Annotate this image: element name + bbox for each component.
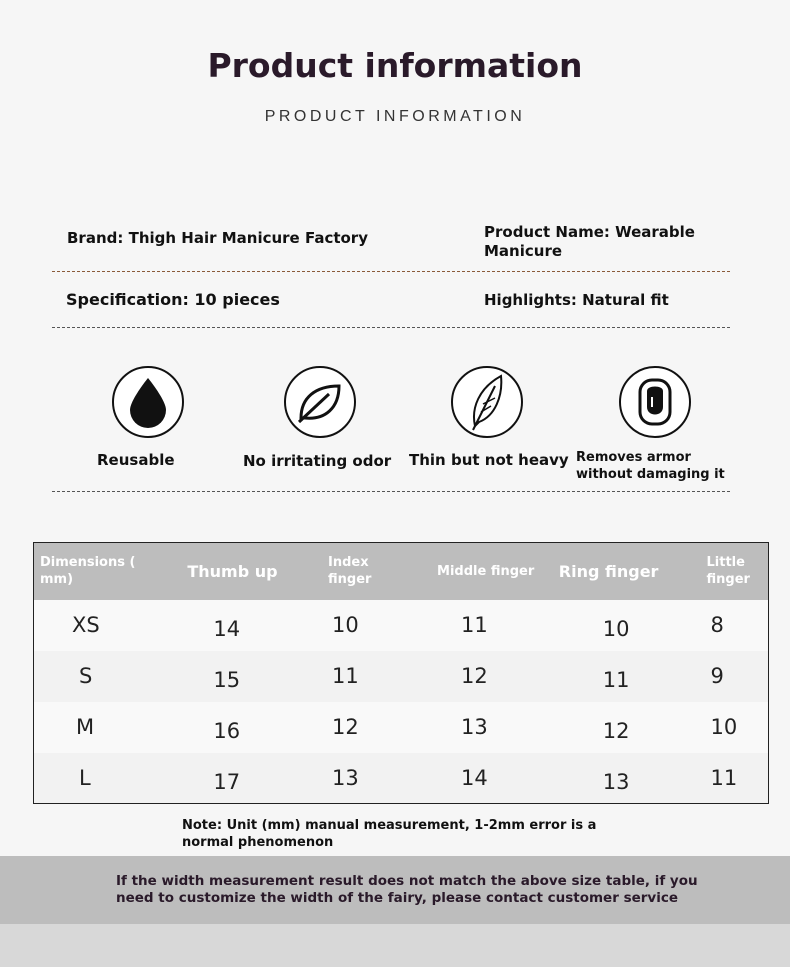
table-row — [34, 753, 769, 804]
header-middle: Middle finger — [419, 543, 543, 600]
feather-icon — [451, 366, 523, 438]
cell-ring: 11 — [543, 651, 691, 702]
header-little: Little finger — [691, 543, 769, 600]
feature-label-reusable: Reusable — [97, 451, 175, 469]
cell-size: S — [34, 651, 180, 702]
cell-little: 8 — [691, 600, 769, 651]
header-ring: Ring finger — [543, 543, 691, 600]
cell-middle: 11 — [419, 600, 543, 651]
leaf-icon — [284, 366, 356, 438]
cell-index: 11 — [324, 651, 419, 702]
divider-3 — [52, 491, 730, 492]
page-title: Product information — [207, 46, 583, 85]
table-row — [34, 651, 769, 702]
cell-size: L — [34, 753, 180, 804]
measurement-note: Note: Unit (mm) manual measurement, 1-2mm error is a normal phenomenon — [182, 818, 597, 850]
size-table — [33, 542, 769, 804]
cell-index: 13 — [324, 753, 419, 804]
size-table-header — [34, 543, 769, 600]
cell-thumb: 14 — [179, 600, 324, 651]
cell-thumb: 15 — [179, 651, 324, 702]
table-row — [34, 600, 769, 651]
cell-middle: 13 — [419, 702, 543, 753]
cell-ring: 13 — [543, 753, 691, 804]
water-drop-icon — [112, 366, 184, 438]
cell-thumb: 16 — [179, 702, 324, 753]
cell-little: 9 — [691, 651, 769, 702]
feature-label-armor: Removes armor without damaging it — [576, 450, 725, 482]
feature-label-odor: No irritating odor — [243, 452, 392, 470]
header-thumb: Thumb up — [179, 543, 324, 600]
brand-info: Brand: Thigh Hair Manicure Factory — [67, 229, 368, 247]
feature-label-thin: Thin but not heavy — [409, 451, 569, 469]
cell-ring: 12 — [543, 702, 691, 753]
cell-little: 10 — [691, 702, 769, 753]
divider-1 — [52, 271, 730, 272]
cell-middle: 14 — [419, 753, 543, 804]
header-index: Index finger — [324, 543, 419, 600]
contact-band — [0, 856, 790, 924]
footer-strip — [0, 924, 790, 967]
cell-size: M — [34, 702, 180, 753]
nail-icon — [619, 366, 691, 438]
cell-ring: 10 — [543, 600, 691, 651]
page-subtitle: PRODUCT INFORMATION — [264, 108, 526, 125]
cell-size: XS — [34, 600, 180, 651]
cell-index: 10 — [324, 600, 419, 651]
highlights-info: Highlights: Natural fit — [484, 291, 669, 309]
cell-thumb: 17 — [179, 753, 324, 804]
cell-index: 12 — [324, 702, 419, 753]
cell-middle: 12 — [419, 651, 543, 702]
cell-little: 11 — [691, 753, 769, 804]
divider-2 — [52, 327, 730, 328]
table-row — [34, 702, 769, 753]
specification-info: Specification: 10 pieces — [66, 290, 280, 309]
contact-notice: If the width measurement result does not match the above size table, if you need to customize the width of the fairy, please contact customer service — [116, 873, 698, 906]
header-dimensions: Dimensions ( mm) — [34, 543, 180, 600]
product-name-info: Product Name: Wearable Manicure — [484, 223, 695, 260]
